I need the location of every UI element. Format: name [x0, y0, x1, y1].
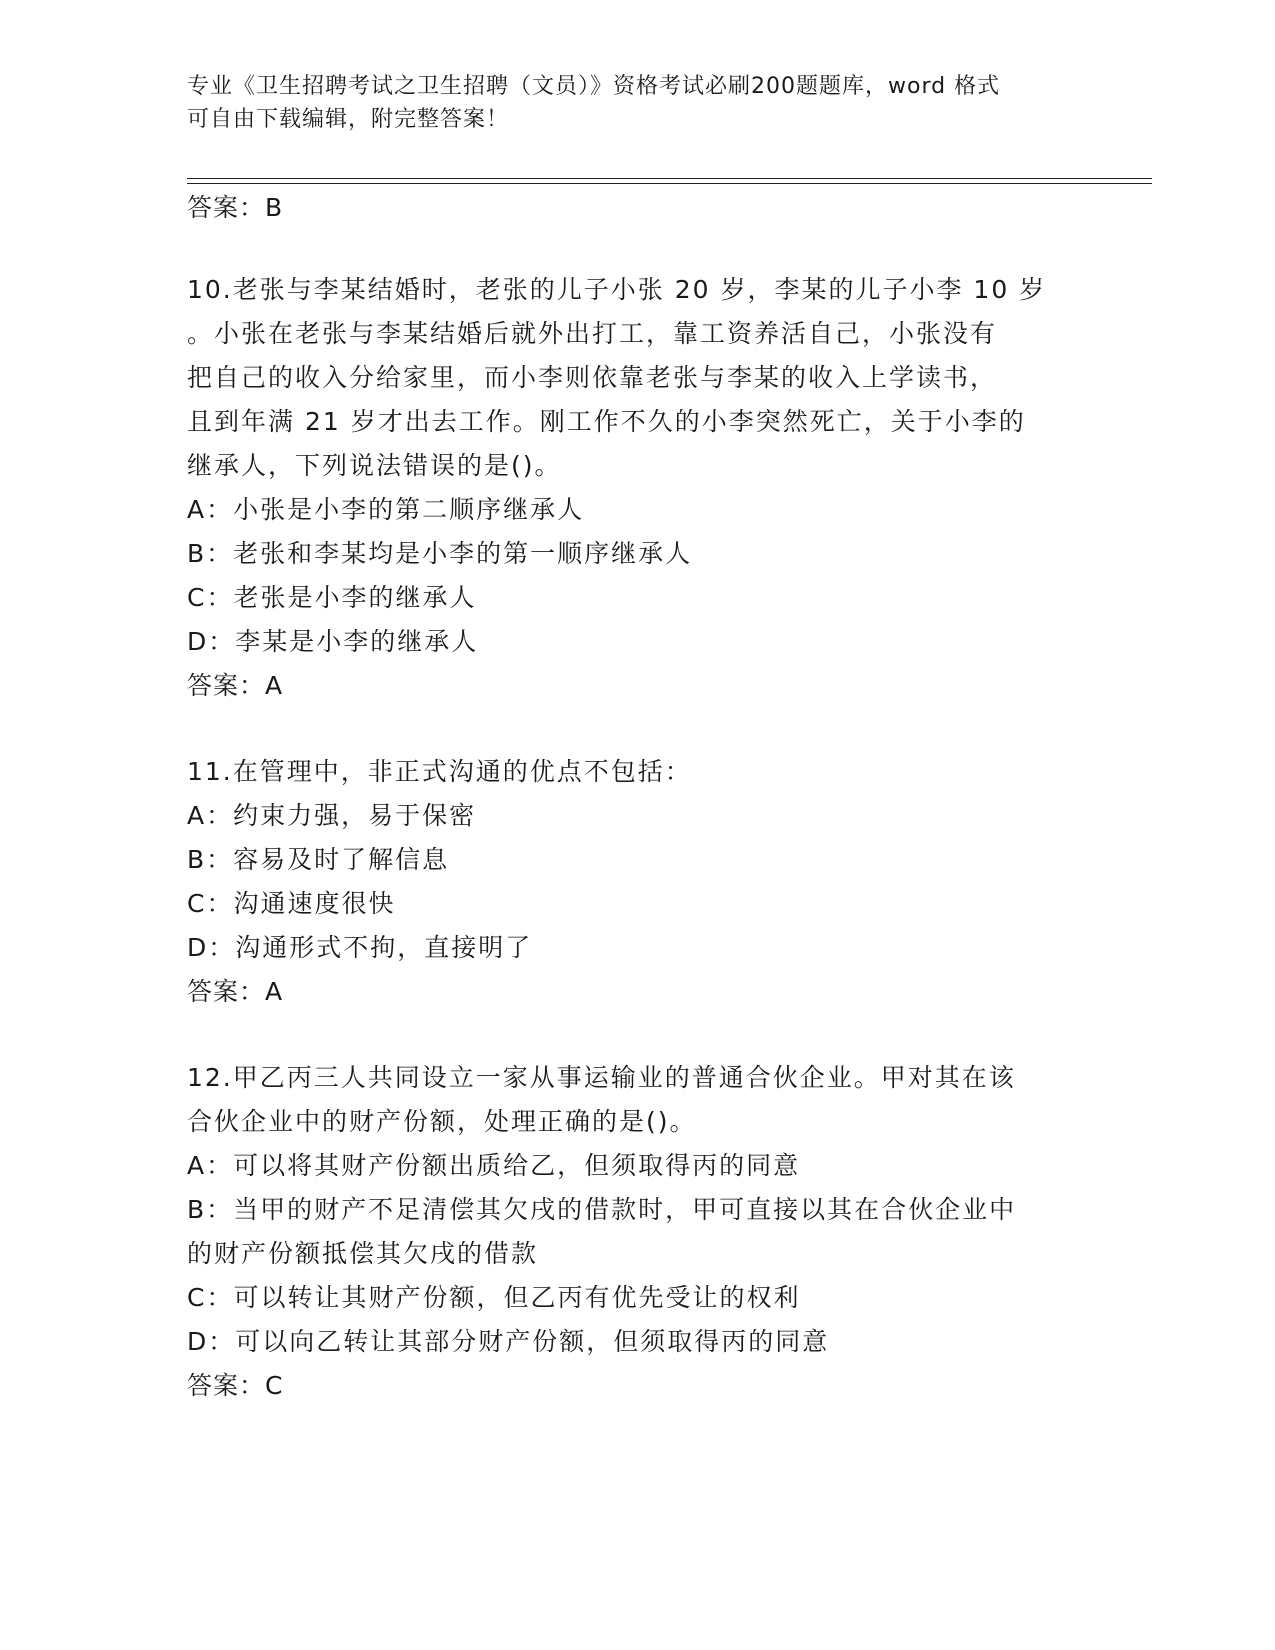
q11-option-c: C：沟通速度很快	[187, 889, 396, 918]
q12-option-c: C：可以转让其财产份额，但乙丙有优先受让的权利	[187, 1283, 801, 1312]
q12-stem-line-1: 12.甲乙丙三人共同设立一家从事运输业的普通合伙企业。甲对其在该	[187, 1063, 1016, 1092]
q12-option-b: B：当甲的财产不足清偿其欠戌的借款时，甲可直接以其在合伙企业中	[187, 1195, 1017, 1224]
q11-option-a: A：约束力强，易于保密	[187, 801, 477, 830]
q10-stem-line-3: 把自己的收入分给家里，而小李则依靠老张与李某的收入上学读书，	[187, 363, 998, 392]
header-note	[187, 70, 1067, 136]
q11-option-d: D：沟通形式不拘，直接明了	[187, 933, 533, 962]
q11-option-b: B：容易及时了解信息	[187, 845, 450, 874]
q10-stem-line-1: 10.老张与李某结婚时，老张的儿子小张 20 岁，李某的儿子小李 10 岁	[187, 275, 1047, 304]
q11-answer: 答案：A	[187, 977, 284, 1006]
q10-stem-line-5: 继承人，下列说法错误的是()。	[187, 451, 562, 480]
header-line-1: 专业《卫生招聘考试之卫生招聘（文员）》资格考试必刷200题题库，word 格式	[187, 74, 1001, 99]
q10-stem-line-2: 。小张在老张与李某结婚后就外出打工，靠工资养活自己，小张没有	[187, 319, 998, 348]
header-line-2: 可自由下载编辑，附完整答案！	[187, 107, 510, 132]
q12-stem-line-2: 合伙企业中的财产份额，处理正确的是()。	[187, 1107, 697, 1136]
q10-option-d: D：李某是小李的继承人	[187, 627, 479, 656]
q12-option-a: A：可以将其财产份额出质给乙，但须取得丙的同意	[187, 1151, 801, 1180]
q10-stem-line-4: 且到年满 21 岁才出去工作。刚工作不久的小李突然死亡，关于小李的	[187, 407, 1026, 436]
q12-option-b-continued: 的财产份额抵偿其欠戌的借款	[187, 1239, 539, 1268]
q10-option-a: A：小张是小李的第二顺序继承人	[187, 495, 585, 524]
q12-option-d: D：可以向乙转让其部分财产份额，但须取得丙的同意	[187, 1327, 830, 1356]
q12-answer: 答案：C	[187, 1371, 284, 1400]
q10-option-c: C：老张是小李的继承人	[187, 583, 477, 612]
q10-option-b: B：老张和李某均是小李的第一顺序继承人	[187, 539, 693, 568]
q11-stem-line-1: 11.在管理中，非正式沟通的优点不包括：	[187, 757, 692, 786]
header-rule-bottom	[187, 183, 1152, 184]
q10-answer: 答案：A	[187, 671, 284, 700]
answer-q9: 答案：B	[187, 193, 284, 222]
header-rule-top	[187, 178, 1152, 179]
